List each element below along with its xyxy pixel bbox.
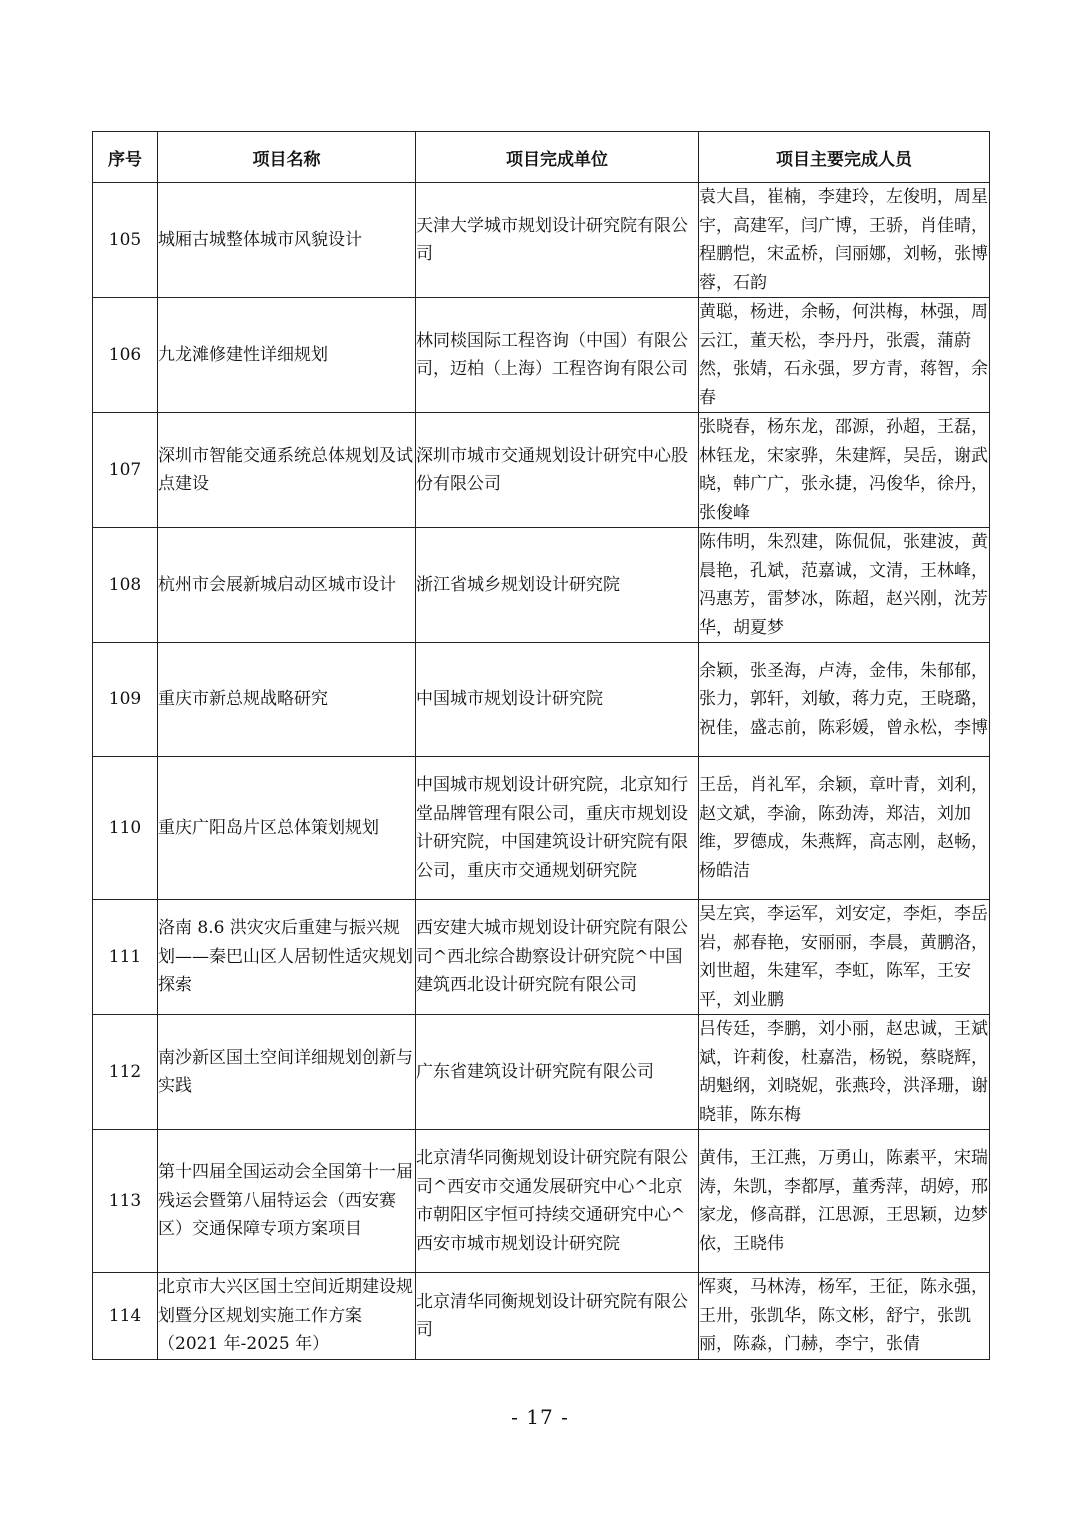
header-number: 序号 — [93, 132, 158, 183]
main-personnel: 黄伟，王江燕，万勇山，陈素平，宋瑞涛，朱凯，李都厚，董秀萍，胡婷，邢家龙，修高群，江思源，王思颖，边梦依，王晓伟 — [699, 1130, 990, 1273]
completing-unit: 天津大学城市规划设计研究院有限公司 — [416, 183, 699, 298]
awards-table — [92, 131, 990, 1360]
completing-unit: 北京清华同衡规划设计研究院有限公司^西安市交通发展研究中心^北京市朝阳区宇恒可持续交通研究中心^西安市城市规划设计研究院 — [416, 1130, 699, 1273]
table-row — [93, 413, 990, 528]
table-row — [93, 1130, 990, 1273]
table-row — [93, 1015, 990, 1130]
completing-unit: 林同棪国际工程咨询（中国）有限公司，迈柏（上海）工程咨询有限公司 — [416, 298, 699, 413]
completing-unit: 深圳市城市交通规划设计研究中心股份有限公司 — [416, 413, 699, 528]
project-name: 城厢古城整体城市风貌设计 — [158, 183, 416, 298]
main-personnel: 张晓春，杨东龙，邵源，孙超，王磊，林钰龙，宋家骅，朱建辉，吴岳，谢武晓，韩广广，张永捷，冯俊华，徐丹，张俊峰 — [699, 413, 990, 528]
project-name: 重庆市新总规战略研究 — [158, 643, 416, 757]
header-main-personnel: 项目主要完成人员 — [699, 132, 990, 183]
project-name: 九龙滩修建性详细规划 — [158, 298, 416, 413]
project-name: 洛南 8.6 洪灾灾后重建与振兴规划——秦巴山区人居韧性适灾规划探索 — [158, 900, 416, 1015]
table-row — [93, 1273, 990, 1360]
row-number: 111 — [93, 900, 158, 1015]
completing-unit: 广东省建筑设计研究院有限公司 — [416, 1015, 699, 1130]
row-number: 113 — [93, 1130, 158, 1273]
row-number: 112 — [93, 1015, 158, 1130]
table-row — [93, 183, 990, 298]
main-personnel: 陈伟明，朱烈建，陈侃侃，张建波，黄晨艳，孔斌，范嘉诚，文清，王林峰，冯惠芳，雷梦冰，陈超，赵兴刚，沈芳华，胡夏梦 — [699, 528, 990, 643]
project-name: 重庆广阳岛片区总体策划规划 — [158, 757, 416, 900]
completing-unit: 北京清华同衡规划设计研究院有限公司 — [416, 1273, 699, 1360]
completing-unit: 西安建大城市规划设计研究院有限公司^西北综合勘察设计研究院^中国建筑西北设计研究院有限公司 — [416, 900, 699, 1015]
completing-unit: 中国城市规划设计研究院 — [416, 643, 699, 757]
main-personnel: 恽爽，马林涛，杨军，王征，陈永强，王卅，张凯华，陈文彬，舒宁，张凯丽，陈淼，门赫，李宁，张倩 — [699, 1273, 990, 1360]
table-row — [93, 643, 990, 757]
row-number: 106 — [93, 298, 158, 413]
table-row — [93, 528, 990, 643]
row-number: 107 — [93, 413, 158, 528]
project-name: 第十四届全国运动会全国第十一届残运会暨第八届特运会（西安赛区）交通保障专项方案项目 — [158, 1130, 416, 1273]
project-name: 南沙新区国土空间详细规划创新与实践 — [158, 1015, 416, 1130]
main-personnel: 黄聪，杨进，余畅，何洪梅，林强，周云江，董天松，李丹丹，张震，蒲蔚然，张婧，石永强，罗方青，蒋智，余春 — [699, 298, 990, 413]
main-personnel: 王岳，肖礼军，余颖，章叶青，刘利，赵文斌，李渝，陈劲涛，郑洁，刘加维，罗德成，朱燕辉，高志刚，赵畅，杨皓洁 — [699, 757, 990, 900]
page-number: - 17 - — [511, 1405, 569, 1429]
completing-unit: 浙江省城乡规划设计研究院 — [416, 528, 699, 643]
table-row — [93, 757, 990, 900]
main-personnel: 吴左宾，李运军，刘安定，李炬，李岳岩，郝春艳，安丽丽，李晨，黄鹏洛，刘世超，朱建军，李虹，陈军，王安平，刘业鹏 — [699, 900, 990, 1015]
completing-unit: 中国城市规划设计研究院，北京知行堂品牌管理有限公司，重庆市规划设计研究院，中国建筑设计研究院有限公司，重庆市交通规划研究院 — [416, 757, 699, 900]
main-personnel: 袁大昌，崔楠，李建玲，左俊明，周星宇，高建军，闫广博，王骄，肖佳晴，程鹏恺，宋孟桥，闫丽娜，刘畅，张博蓉，石韵 — [699, 183, 990, 298]
header-project-name: 项目名称 — [158, 132, 416, 183]
row-number: 108 — [93, 528, 158, 643]
main-personnel: 吕传廷，李鹏，刘小丽，赵忠诚，王斌斌，许莉俊，杜嘉浩，杨锐，蔡晓辉，胡魁纲，刘晓妮，张燕玲，洪泽珊，谢晓菲，陈东梅 — [699, 1015, 990, 1130]
row-number: 114 — [93, 1273, 158, 1360]
row-number: 109 — [93, 643, 158, 757]
project-name: 杭州市会展新城启动区城市设计 — [158, 528, 416, 643]
table-row — [93, 900, 990, 1015]
project-name: 北京市大兴区国土空间近期建设规划暨分区规划实施工作方案（2021 年-2025 年） — [158, 1273, 416, 1360]
header-completing-unit: 项目完成单位 — [416, 132, 699, 183]
row-number: 110 — [93, 757, 158, 900]
table-row — [93, 298, 990, 413]
row-number: 105 — [93, 183, 158, 298]
project-name: 深圳市智能交通系统总体规划及试点建设 — [158, 413, 416, 528]
table-header-row — [93, 132, 990, 183]
main-personnel: 余颖，张圣海，卢涛，金伟，朱郁郁，张力，郭轩，刘敏，蒋力克，王晓璐，祝佳，盛志前，陈彩媛，曾永松，李博 — [699, 643, 990, 757]
